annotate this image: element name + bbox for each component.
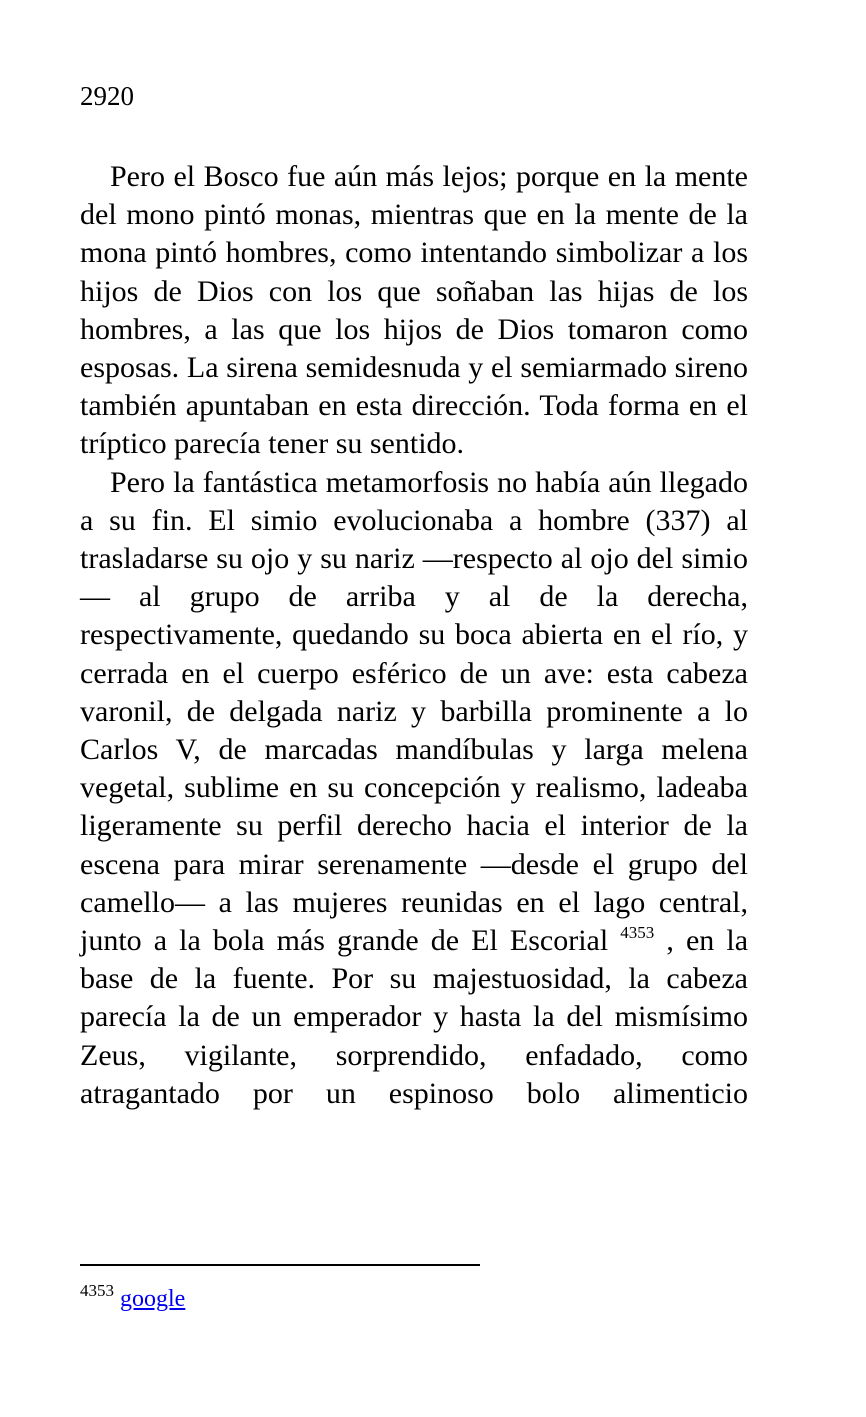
body-text xyxy=(80,158,748,1113)
footnote-link[interactable]: google xyxy=(120,1286,186,1312)
footnote xyxy=(80,1282,185,1316)
paragraph-text: Pero la fantástica metamorfosis no había aún llegado a su fin. El simio evolucionaba a hombre (337) al trasladarse su ojo y su nariz —respecto al ojo del simio— al grupo de arriba y al de la derecha, respectivamente, quedando su boca abierta en el río, y cerrada en el cuerpo esférico de un ave: esta cabeza varonil, de delgada nariz y barbilla prominente a lo Carlos V, de marcadas mandíbulas y larga melena vegetal, sublime en su concepción y realismo, ladeaba ligeramente su perfil derecho hacia el interior de la escena para mirar serenamente —desde el grupo del camello— a las mujeres reunidas en el lago central, junto a la bola más grande de El Escorial xyxy=(80,465,748,958)
paragraph: Pero el Bosco fue aún más lejos; porque en la mente del mono pintó monas, mientras que en la mente de la mona pintó hombres, como intentando simbolizar a los hijos de Dios con los que soñaban las hijas de los hombres, a las que los hijos de Dios tomaron como esposas. La sirena semidesnuda y el semiarmado sireno también apuntaban en esta dirección. Toda forma en el tríptico parecía tener su sentido. xyxy=(80,160,748,461)
footnote-mark: 4353 xyxy=(80,1281,114,1300)
footnote-reference: 4353 xyxy=(620,923,655,943)
paragraph-text: , en la base de la fuente. Por su majestuosidad, la cabeza parecía la de un emperador y hasta la del mismísimo Zeus, vigilante, sorprendido, enfadado, como atragantado por un espinoso bolo alimenticio xyxy=(80,924,749,1110)
footnote-separator xyxy=(80,1264,480,1266)
page-number: 2920 xyxy=(80,81,134,111)
paragraph xyxy=(80,464,748,1113)
